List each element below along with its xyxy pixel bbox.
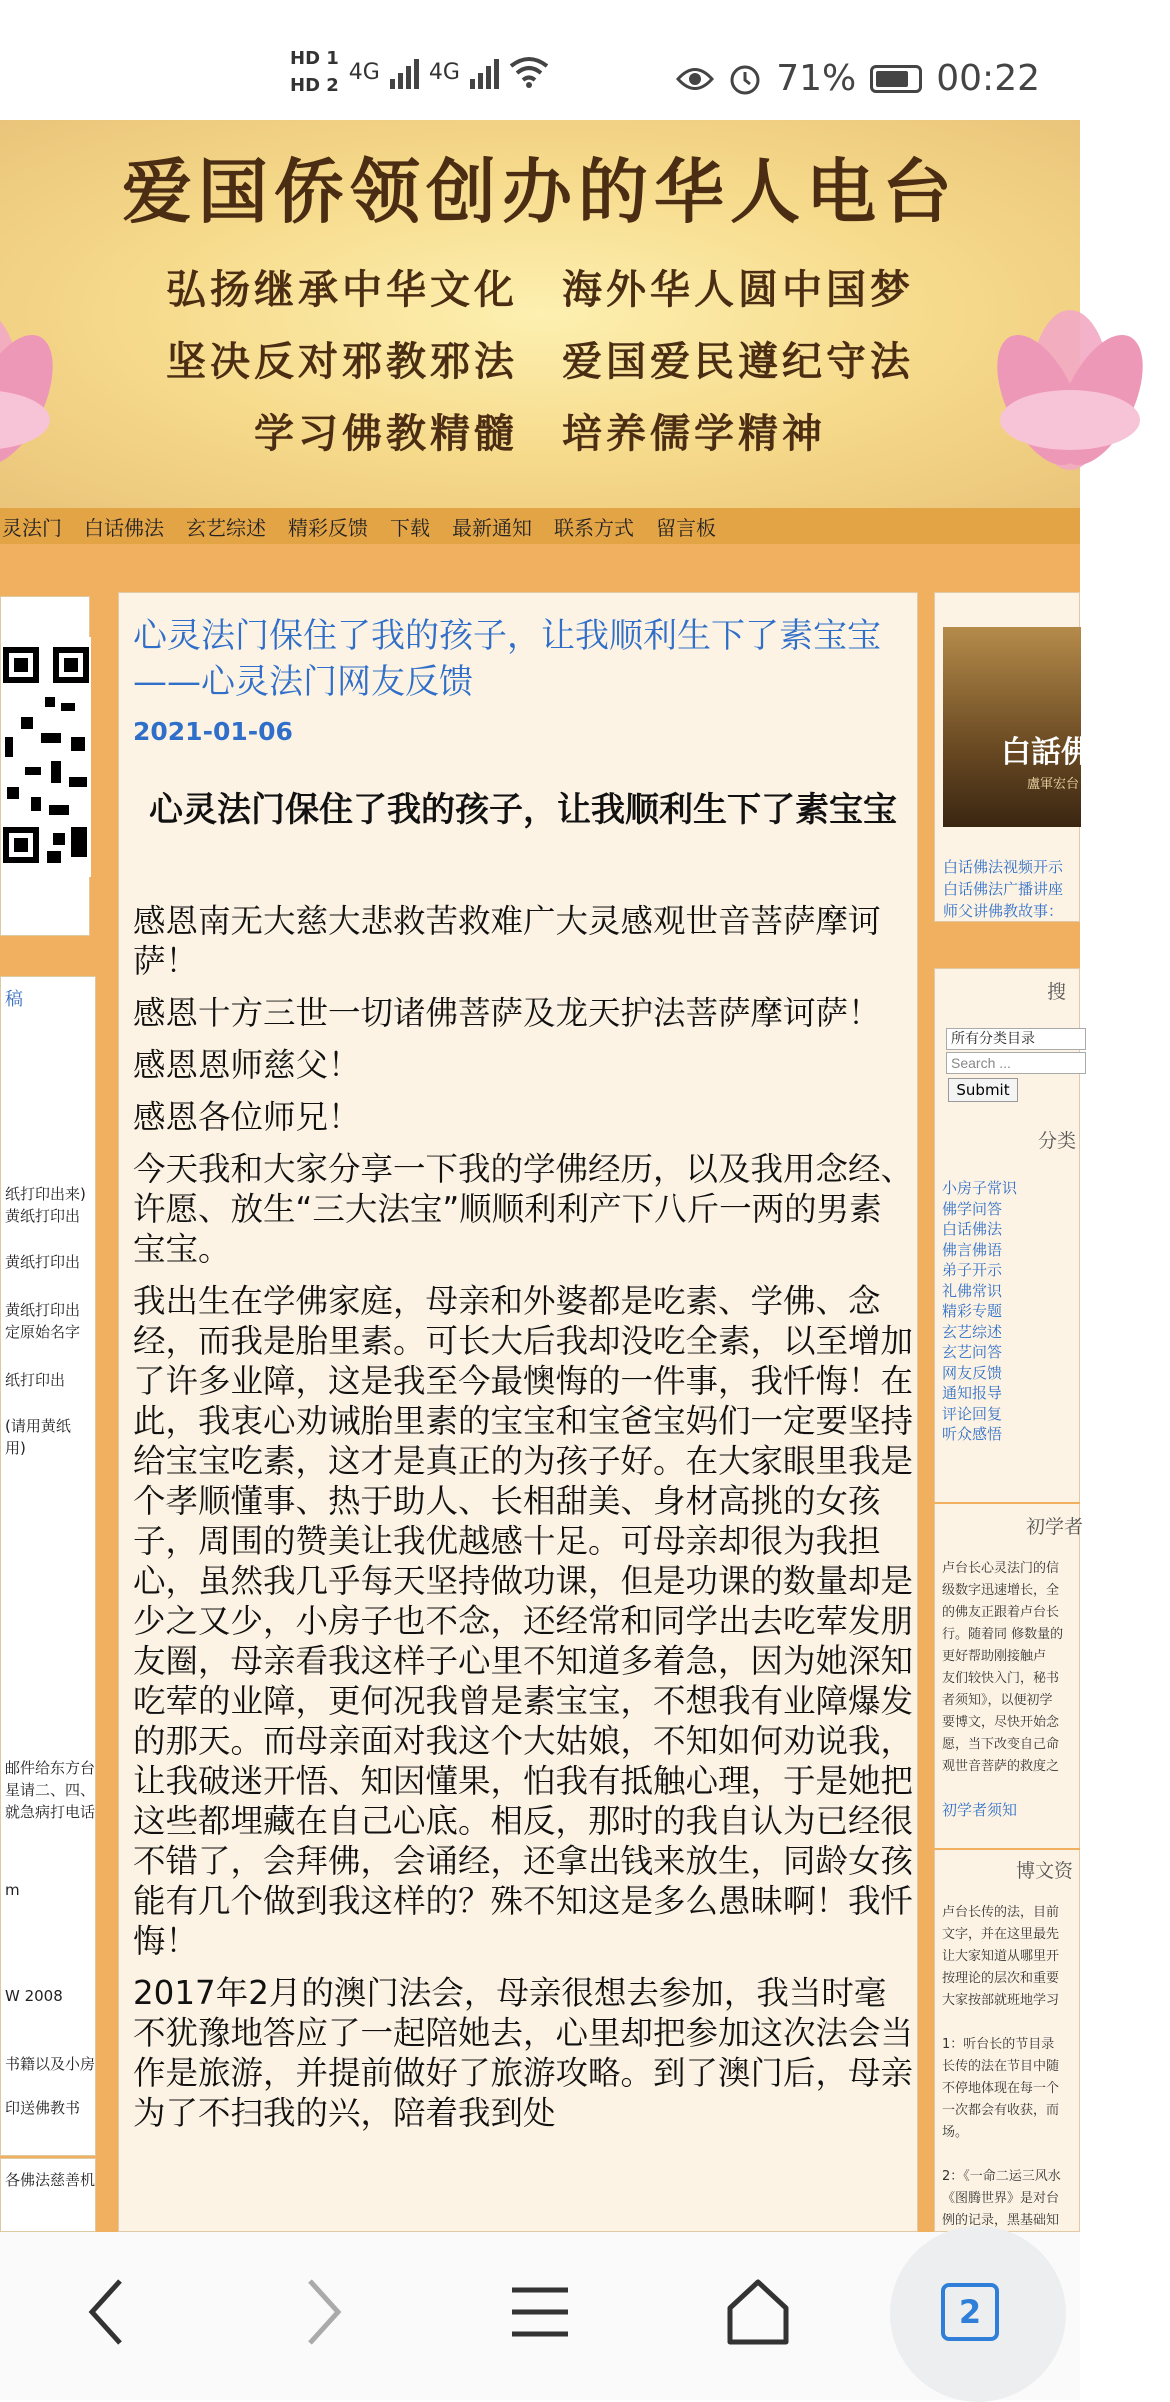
left-text: 各佛法慈善机 — [5, 2171, 96, 2189]
category-link[interactable]: 白话佛法 — [942, 1220, 1003, 1238]
left-link[interactable]: 黄纸打印出 — [5, 1253, 81, 1271]
category-link[interactable]: 小房子常识 — [942, 1179, 1018, 1197]
video-link[interactable]: 师父讲佛教故事： — [943, 902, 1064, 920]
category-link[interactable]: 评论回复 — [942, 1404, 1003, 1423]
chevron-right-icon — [304, 2277, 344, 2347]
left-text: m — [5, 1881, 20, 1899]
beginner-line: 行。随着同 修数量的 — [942, 1627, 1064, 1642]
beginner-line: 的佛友正跟着卢台长 — [942, 1605, 1060, 1620]
nav-item[interactable]: 联系方式 — [554, 515, 634, 540]
signal-icon — [390, 55, 419, 89]
blog-line: 大家按部就班地学习 — [942, 1993, 1060, 2008]
clock: 00:22 — [936, 58, 1040, 99]
nav-item[interactable]: 玄艺综述 — [186, 515, 266, 540]
blog-line: 例的记录，黑基础知 — [942, 2213, 1060, 2228]
left-link[interactable]: 纸打印出来) — [5, 1185, 86, 1203]
banner-slogan: 坚决反对邪教邪法 爱国爱民遵纪守法 — [166, 338, 914, 385]
home-icon — [724, 2278, 792, 2346]
article-paragraph: 感恩南无大慈大悲救苦救难广大灵感观世音菩萨摩诃萨！ — [133, 902, 881, 980]
menu-icon — [510, 2282, 570, 2342]
left-link[interactable]: 定原始名字 — [5, 1323, 81, 1341]
left-text: 邮件给东方台 — [5, 1759, 96, 1777]
article-paragraph: 我出生在学佛家庭，母亲和外婆都是吃素、学佛、念经，而我是胎里素。可长大后我却没吃全素，以至增加了许多业障，这是我至今最懊悔的一件事，我忏悔！在此，我衷心劝诫胎里素的宝宝和宝爸宝妈们一定要坚持给宝宝吃素，这才是真正的为孩子好。在大家眼里我是个孝顺懂事、热于助人、长相甜美、身材高挑的女孩子，周围的赞美让我优越感十足。可母亲却很为我担心，虽然我几乎每天坚持做功课，但是功课的数量却是少之又少，小房子也不念，还经常和同学出去吃荤发朋友圈，母亲看我这样子心里不知道多着急，因为她深知吃荤的业障，更何况我曾是素宝宝，不想我有业障爆发的那天。而母亲面对我这个大姑娘，不知如何劝说我，让我破迷开悟、知因懂果，怕我有抵触心理，于是她把这些都埋藏在自己心底。相反，那时的我自认为已经很不错了，会拜佛，会诵经，还拿出钱来放生，同龄女孩能有几个做到我这样的？殊不知这是多么愚昧啊！我忏悔！ — [133, 1282, 914, 1960]
article-paragraph: 今天我和大家分享一下我的学佛经历，以及我用念经、许愿、放生“三大法宝”顺顺利利产下八斤一两的男素宝宝。 — [133, 1150, 914, 1268]
blog-line: 长传的法在节目中随 — [942, 2059, 1060, 2074]
signal-icon — [470, 55, 499, 89]
video-box — [934, 592, 1091, 922]
hd-indicator — [290, 48, 339, 96]
category-link[interactable]: 精彩专题 — [942, 1302, 1003, 1320]
video-link[interactable]: 白话佛法广播讲座 — [943, 880, 1064, 898]
left-links-box — [0, 2158, 96, 2232]
network-type-2: 4G — [428, 59, 460, 85]
blog-line: 文字，并在这里最先 — [942, 1927, 1060, 1942]
article-body — [133, 901, 913, 2145]
left-link[interactable]: 黄纸打印出 — [5, 1207, 81, 1225]
menu-button[interactable] — [470, 2262, 610, 2362]
site-banner — [0, 120, 1080, 508]
category-link[interactable]: 听众感悟 — [942, 1425, 1003, 1443]
qr-box — [0, 596, 90, 936]
category-link[interactable]: 礼佛常识 — [942, 1281, 1003, 1300]
hd1-label: HD 1 — [290, 48, 339, 69]
status-right — [676, 58, 1040, 99]
tabs-button[interactable] — [900, 2262, 1040, 2362]
eye-icon — [676, 66, 714, 92]
blog-line: 2：《一命二运三风水 — [942, 2169, 1061, 2184]
article-date: 2021-01-06 — [133, 717, 293, 746]
blog-line: 《图腾世界》是对台 — [942, 2191, 1060, 2206]
beginner-line: 愿，当下改变自己命 — [942, 1737, 1060, 1752]
left-link[interactable]: 黄纸打印出 — [5, 1301, 81, 1319]
article-title-link[interactable]: 心灵法门保住了我的孩子，让我顺利生下了素宝宝——心灵法门网友反馈 — [133, 616, 881, 702]
hd2-label: HD 2 — [290, 75, 339, 96]
category-link[interactable]: 玄艺综述 — [942, 1322, 1003, 1341]
site-nav — [0, 508, 1080, 544]
beginner-link[interactable]: 初学者须知 — [942, 1801, 1018, 1819]
left-text: 星请二、四、 — [5, 1781, 96, 1799]
blog-line: 一次都会有收获，而 — [942, 2103, 1060, 2118]
category-link[interactable]: 弟子开示 — [942, 1261, 1003, 1279]
beginner-line: 观世音菩萨的救度之 — [942, 1759, 1060, 1774]
blog-line: 卢台长传的法，目前 — [942, 1905, 1060, 1920]
article-paragraph: 感恩恩师慈父！ — [133, 1046, 361, 1084]
nav-item[interactable]: 最新通知 — [452, 515, 532, 540]
article-paragraph: 2017年2月的澳门法会，母亲很想去参加，我当时毫不犹豫地答应了一起陪她去，心里却把参加这次法会当作是旅游，并提前做好了旅游攻略。到了澳门后，母亲为了不扫我的兴，陪着我到处 — [133, 1974, 914, 2132]
nav-item[interactable]: 留言板 — [656, 515, 716, 540]
blog-line: 不停地体现在每一个 — [942, 2081, 1060, 2096]
left-heading: 稿 — [5, 989, 23, 1010]
left-text: 书籍以及小房 — [5, 2055, 96, 2073]
article-heading: 心灵法门保住了我的孩子，让我顺利生下了素宝宝 — [149, 790, 897, 830]
wifi-icon — [509, 56, 549, 88]
network-type-1: 4G — [348, 59, 380, 85]
divider — [934, 1848, 1080, 1850]
left-text: 就急病打电话 — [5, 1803, 96, 1821]
category-link[interactable]: 佛学问答 — [942, 1199, 1003, 1218]
left-link[interactable]: 纸打印出 — [5, 1371, 66, 1389]
video-thumbnail[interactable] — [943, 627, 1091, 827]
blog-line: 场。 — [942, 2125, 969, 2140]
category-link[interactable]: 玄艺问答 — [942, 1343, 1003, 1361]
category-heading: 分类 — [1038, 1130, 1077, 1152]
battery-percent: 71% — [776, 58, 857, 99]
back-button[interactable] — [36, 2262, 176, 2362]
article-card — [118, 592, 918, 2232]
blog-line: 让大家知道从哪里开 — [942, 1949, 1060, 1964]
video-thumb-subtext: 盧軍宏台 — [1027, 777, 1080, 792]
banner-slogan: 弘扬继承中华文化 海外华人圆中国梦 — [166, 266, 914, 313]
article-paragraph: 感恩十方三世一切诸佛菩萨及龙天护法菩萨摩诃萨！ — [133, 994, 881, 1032]
forward-button[interactable] — [254, 2262, 394, 2362]
tab-count: 2 — [941, 2283, 999, 2341]
beginner-line: 要博文，尽快开始念 — [942, 1715, 1060, 1730]
chevron-left-icon — [86, 2277, 126, 2347]
alarm-icon — [728, 62, 762, 96]
category-select[interactable]: 所有分类目录 — [946, 1028, 1086, 1050]
blog-line: 1：听台长的节目录 — [942, 2037, 1055, 2052]
status-bar — [0, 0, 1080, 120]
left-text: 印送佛教书 — [5, 2099, 81, 2117]
divider — [934, 1502, 1080, 1504]
banner-slogan: 学习佛教精髓 培养儒学精神 — [254, 410, 826, 457]
beginner-line: 更好帮助刚接触卢 — [942, 1649, 1047, 1664]
right-sidebar — [934, 592, 1091, 2232]
article-paragraph: 感恩各位师兄！ — [133, 1098, 361, 1136]
beginner-line: 友们较快入门，秘书 — [942, 1671, 1060, 1686]
beginner-line: 级数字迅速增长，全 — [942, 1583, 1060, 1598]
beginner-line: 者须知》，以便初学 — [942, 1693, 1053, 1708]
category-link[interactable]: 网友反馈 — [942, 1363, 1003, 1382]
nav-item[interactable]: 白话佛法 — [84, 515, 164, 540]
nav-item[interactable]: 精彩反馈 — [288, 515, 368, 540]
blog-line: 按理论的层次和重要 — [942, 1971, 1060, 1986]
search-submit-button[interactable]: Submit — [948, 1078, 1018, 1102]
left-sidebar — [0, 576, 96, 2232]
search-heading: 搜 — [1047, 981, 1067, 1003]
beginner-line: 卢台长心灵法门的信 — [942, 1561, 1060, 1576]
left-link[interactable]: (请用黄纸 — [5, 1417, 71, 1435]
nav-item[interactable]: 灵法门 — [2, 515, 62, 540]
search-input[interactable] — [946, 1052, 1086, 1074]
left-link[interactable]: 用) — [5, 1439, 26, 1457]
home-button[interactable] — [688, 2262, 828, 2362]
qr-code-icon[interactable] — [1, 637, 91, 877]
left-text: W 2008 — [5, 1987, 63, 2005]
beginner-heading: 初学者 — [1026, 1516, 1084, 1538]
network-indicators — [290, 48, 549, 96]
nav-item[interactable]: 下载 — [390, 515, 430, 540]
blog-heading: 博文资 — [1016, 1860, 1074, 1882]
category-link[interactable]: 通知报导 — [942, 1384, 1003, 1402]
video-thumb-text: 白話佛 — [1001, 735, 1091, 770]
category-link[interactable]: 佛言佛语 — [942, 1240, 1003, 1259]
video-link[interactable]: 白话佛法视频开示 — [943, 858, 1064, 876]
left-links-box — [0, 976, 96, 2156]
banner-title: 爱国侨领创办的华人电台 — [122, 150, 958, 233]
battery-icon — [870, 65, 922, 93]
